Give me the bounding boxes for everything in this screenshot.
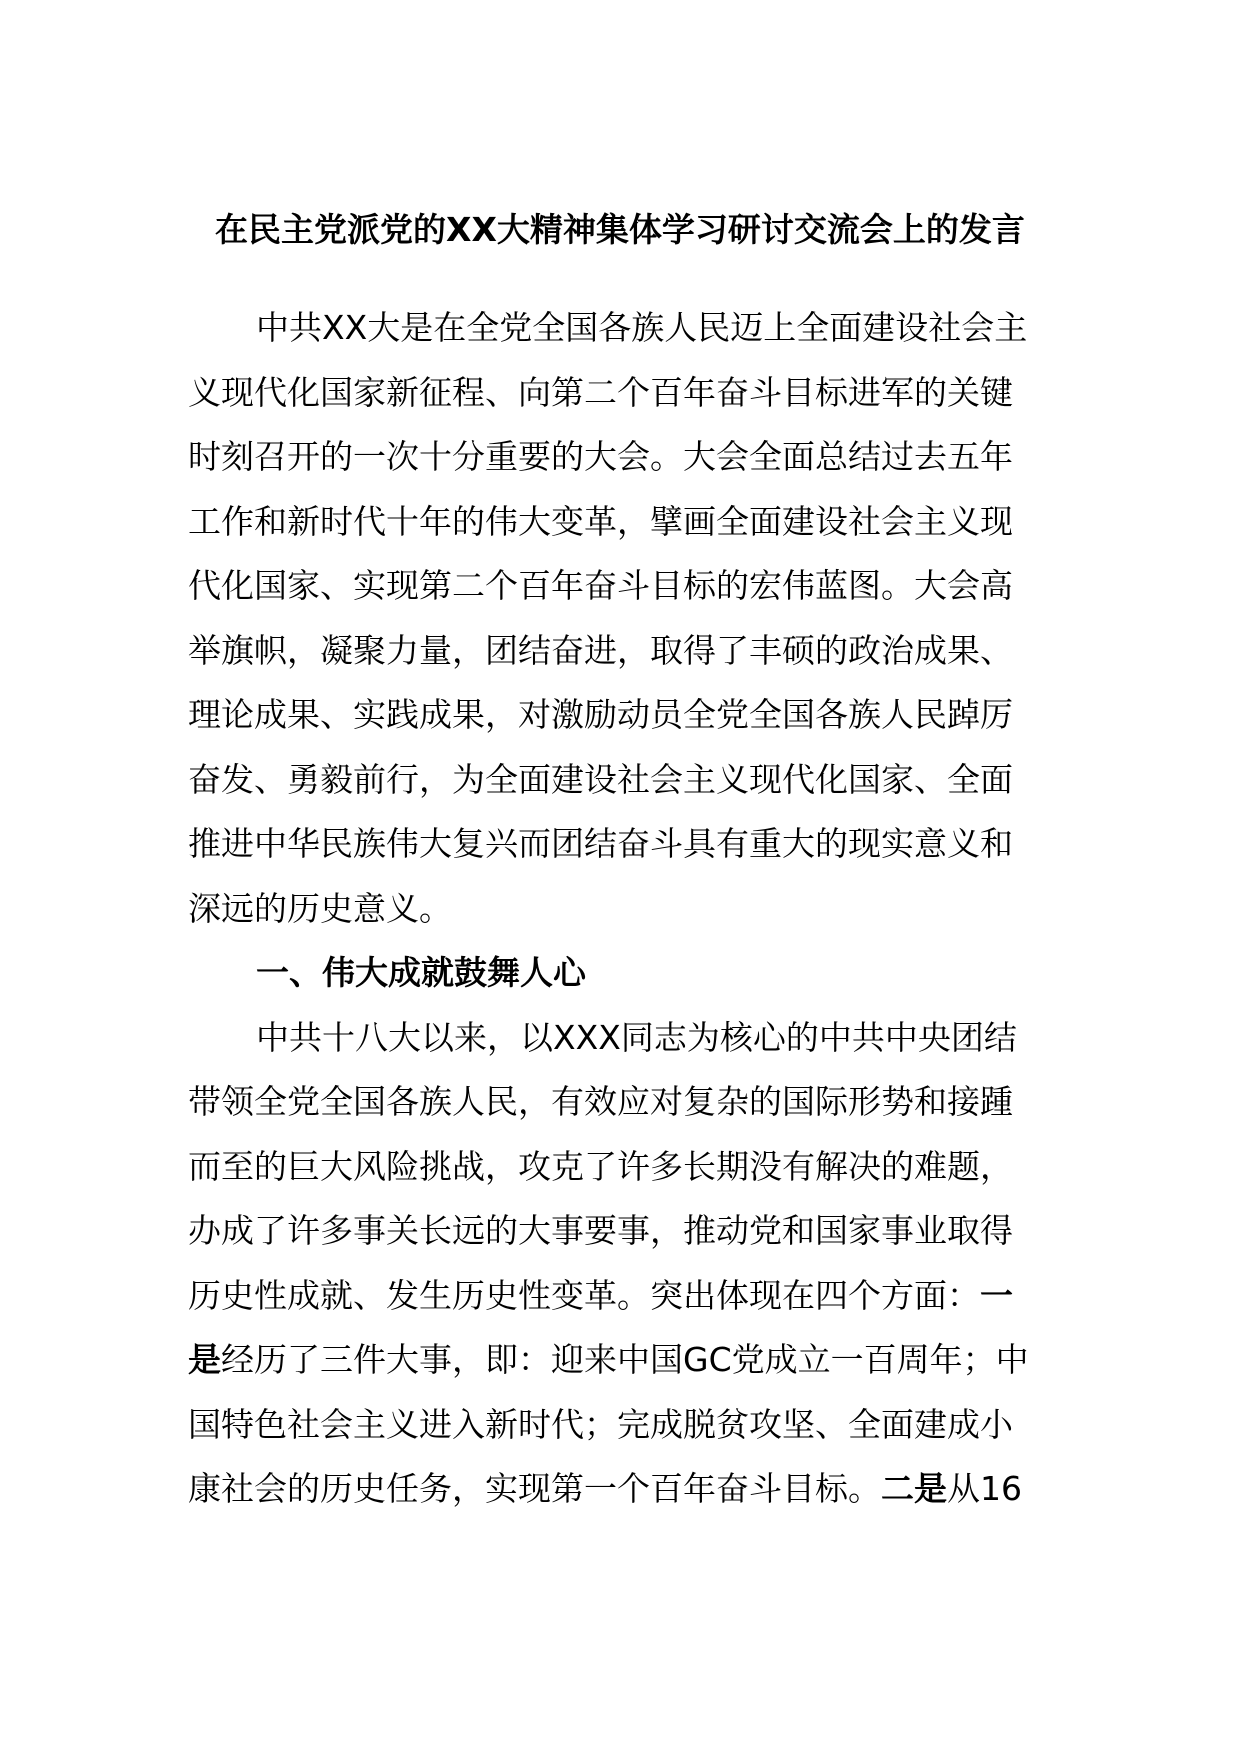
section-heading: 一、伟大成就鼓舞人心 — [256, 953, 586, 992]
paragraph-line: 代化国家、实现第二个百年奋斗目标的宏伟蓝图。大会高 — [188, 566, 1013, 605]
paragraph-line: 办成了许多事关长远的大事要事，推动党和国家事业取得 — [188, 1211, 1013, 1250]
line-text-tail: 从16 — [947, 1469, 1022, 1508]
paragraph-line: 带领全党全国各族人民，有效应对复杂的国际形势和接踵 — [188, 1082, 1013, 1121]
paragraph-line — [188, 1457, 1068, 1522]
paragraph-line: 义现代化国家新征程、向第二个百年奋斗目标进军的关键 — [188, 372, 1013, 412]
paragraph-line: 而至的巨大风险挑战，攻克了许多长期没有解决的难题， — [188, 1146, 1013, 1186]
paragraph-line: 理论成果、实践成果，对激励动员全党全国各族人民踔厉 — [188, 695, 1013, 734]
document-body — [188, 296, 1068, 1522]
paragraph-line: 深远的历史意义。 — [188, 888, 452, 928]
paragraph-line: 工作和新时代十年的伟大变革，擘画全面建设社会主义现 — [188, 501, 1013, 541]
paragraph-line: 时刻召开的一次十分重要的大会。大会全面总结过去五年 — [188, 437, 1013, 476]
bold-enumerator: 二是 — [881, 1469, 947, 1508]
document-title: 在民主党派党的XX大精神集体学习研讨交流会上的发言 — [215, 210, 1025, 249]
paragraph-line: 中共XX大是在全党全国各族人民迈上全面建设社会主 — [256, 308, 1028, 347]
paragraph-line: 举旗帜，凝聚力量，团结奋进，取得了丰硕的政治成果、 — [188, 630, 1013, 670]
line-text: 历史性成就、发生历史性变革。突出体现在四个方面： — [188, 1275, 980, 1315]
paragraph-line: 国特色社会主义进入新时代；完成脱贫攻坚、全面建成小 — [188, 1404, 1013, 1444]
paragraph-line: 中共十八大以来，以XXX同志为核心的中共中央团结 — [256, 1017, 1017, 1057]
paragraph-line — [188, 1264, 1068, 1329]
paragraph-line: 推进中华民族伟大复兴而团结奋斗具有重大的现实意义和 — [188, 824, 1013, 863]
bold-enumerator: 一 — [980, 1275, 1013, 1315]
line-text: 康社会的历史任务，实现第一个百年奋斗目标。 — [188, 1469, 881, 1508]
bold-enumerator: 是 — [188, 1340, 221, 1379]
paragraph-line — [188, 1328, 1068, 1393]
line-text: 经历了三件大事，即：迎来中国GC党成立一百周年；中 — [221, 1340, 1029, 1379]
paragraph-line: 奋发、勇毅前行，为全面建设社会主义现代化国家、全面 — [188, 759, 1013, 799]
